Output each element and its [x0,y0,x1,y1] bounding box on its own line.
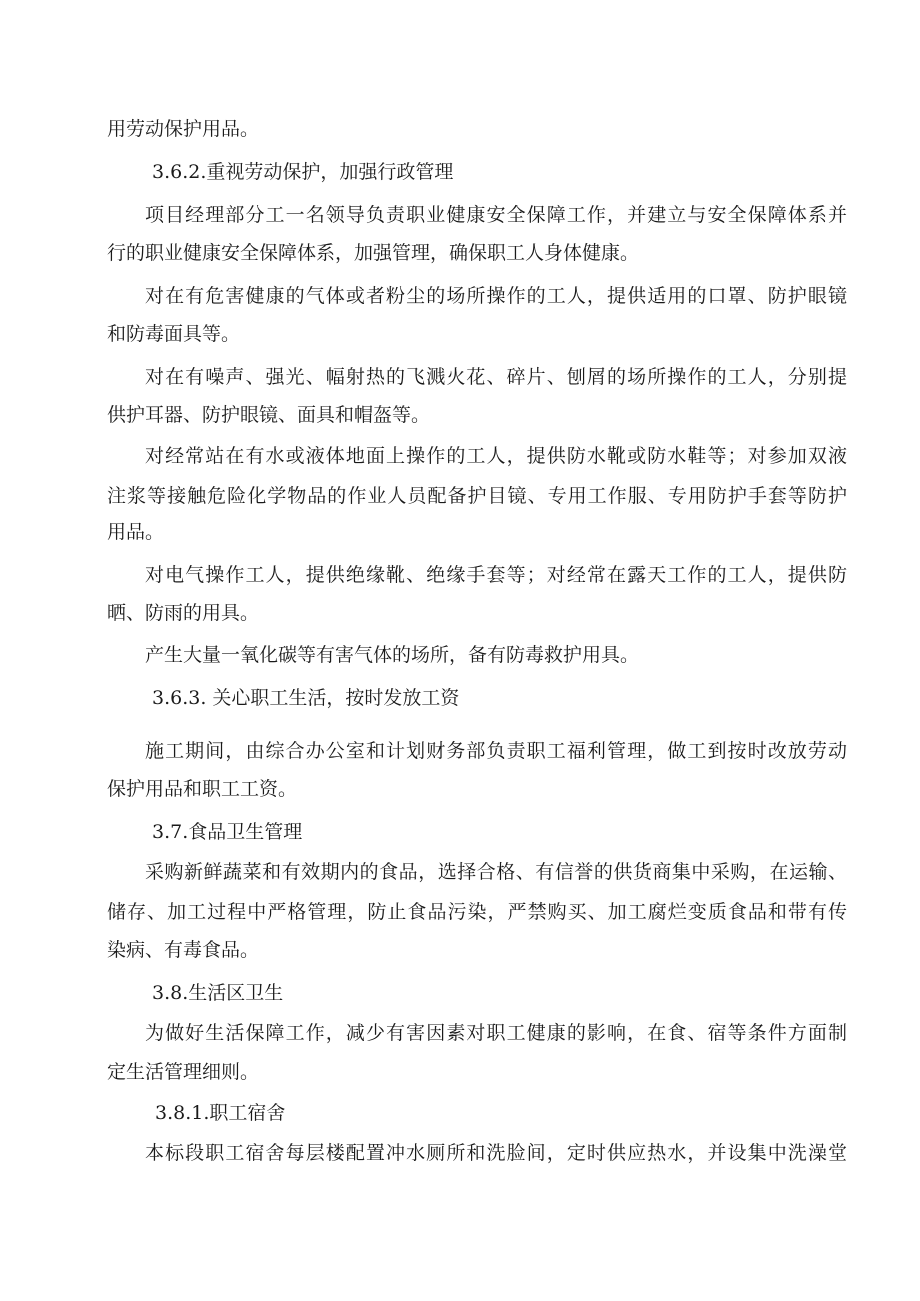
paragraph-line: 和防毒面具等。 [107,323,241,345]
paragraph-line: 注浆等接触危险化学物品的作业人员配备护目镜、专用工作服、专用防护手套等防护 [107,485,847,507]
section-heading-3-8-1: 3.8.1.职工宿舍 [155,1102,286,1124]
paragraph-line: 产生大量一氧化碳等有害气体的场所，备有防毒救护用具。 [145,644,640,666]
paragraph-line: 施工期间，由综合办公室和计划财务部负责职工福利管理，做工到按时改放劳动 [145,740,847,762]
paragraph-line: 晒、防雨的用具。 [107,602,260,624]
section-heading-3-7: 3.7.食品卫生管理 [152,821,303,843]
paragraph-line: 行的职业健康安全保障体系，加强管理，确保职工人身体健康。 [107,242,640,264]
paragraph-line: 染病、有毒食品。 [107,939,260,961]
paragraph-line: 对在有危害健康的气体或者粉尘的场所操作的工人，提供适用的口罩、防护眼镜 [145,285,847,307]
paragraph-line: 定生活管理细则。 [107,1061,260,1083]
section-heading-3-8: 3.8.生活区卫生 [152,982,284,1004]
paragraph-line: 采购新鲜蔬菜和有效期内的食品，选择合格、有信誉的供货商集中采购，在运输、 [145,861,847,883]
paragraph-line: 为做好生活保障工作，减少有害因素对职工健康的影响，在食、宿等条件方面制 [145,1022,847,1044]
section-heading-3-6-3: 3.6.3. 关心职工生活，按时发放工资 [152,687,460,709]
section-heading-3-6-2: 3.6.2.重视劳动保护，加强行政管理 [152,161,454,183]
paragraph-line: 项目经理部分工一名领导负责职业健康安全保障工作，并建立与安全保障体系并 [145,204,847,226]
paragraph-line: 用劳动保护用品。 [107,118,260,140]
paragraph-line: 供护耳器、防护眼镜、面具和帽盔等。 [107,404,431,426]
paragraph-line: 本标段职工宿舍每层楼配置冲水厕所和洗脸间，定时供应热水，并设集中洗澡堂 [145,1142,847,1164]
paragraph-line: 对经常站在有水或液体地面上操作的工人，提供防水靴或防水鞋等；对参加双液 [145,445,847,467]
paragraph-line: 用品。 [107,521,165,543]
paragraph-line: 对电气操作工人，提供绝缘靴、绝缘手套等；对经常在露天工作的工人，提供防 [145,564,847,586]
paragraph-line: 储存、加工过程中严格管理，防止食品污染，严禁购买、加工腐烂变质食品和带有传 [107,901,847,923]
paragraph-line: 保护用品和职工工资。 [107,778,298,800]
paragraph-line: 对在有噪声、强光、幅射热的飞溅火花、碎片、刨屑的场所操作的工人，分别提 [145,366,847,388]
